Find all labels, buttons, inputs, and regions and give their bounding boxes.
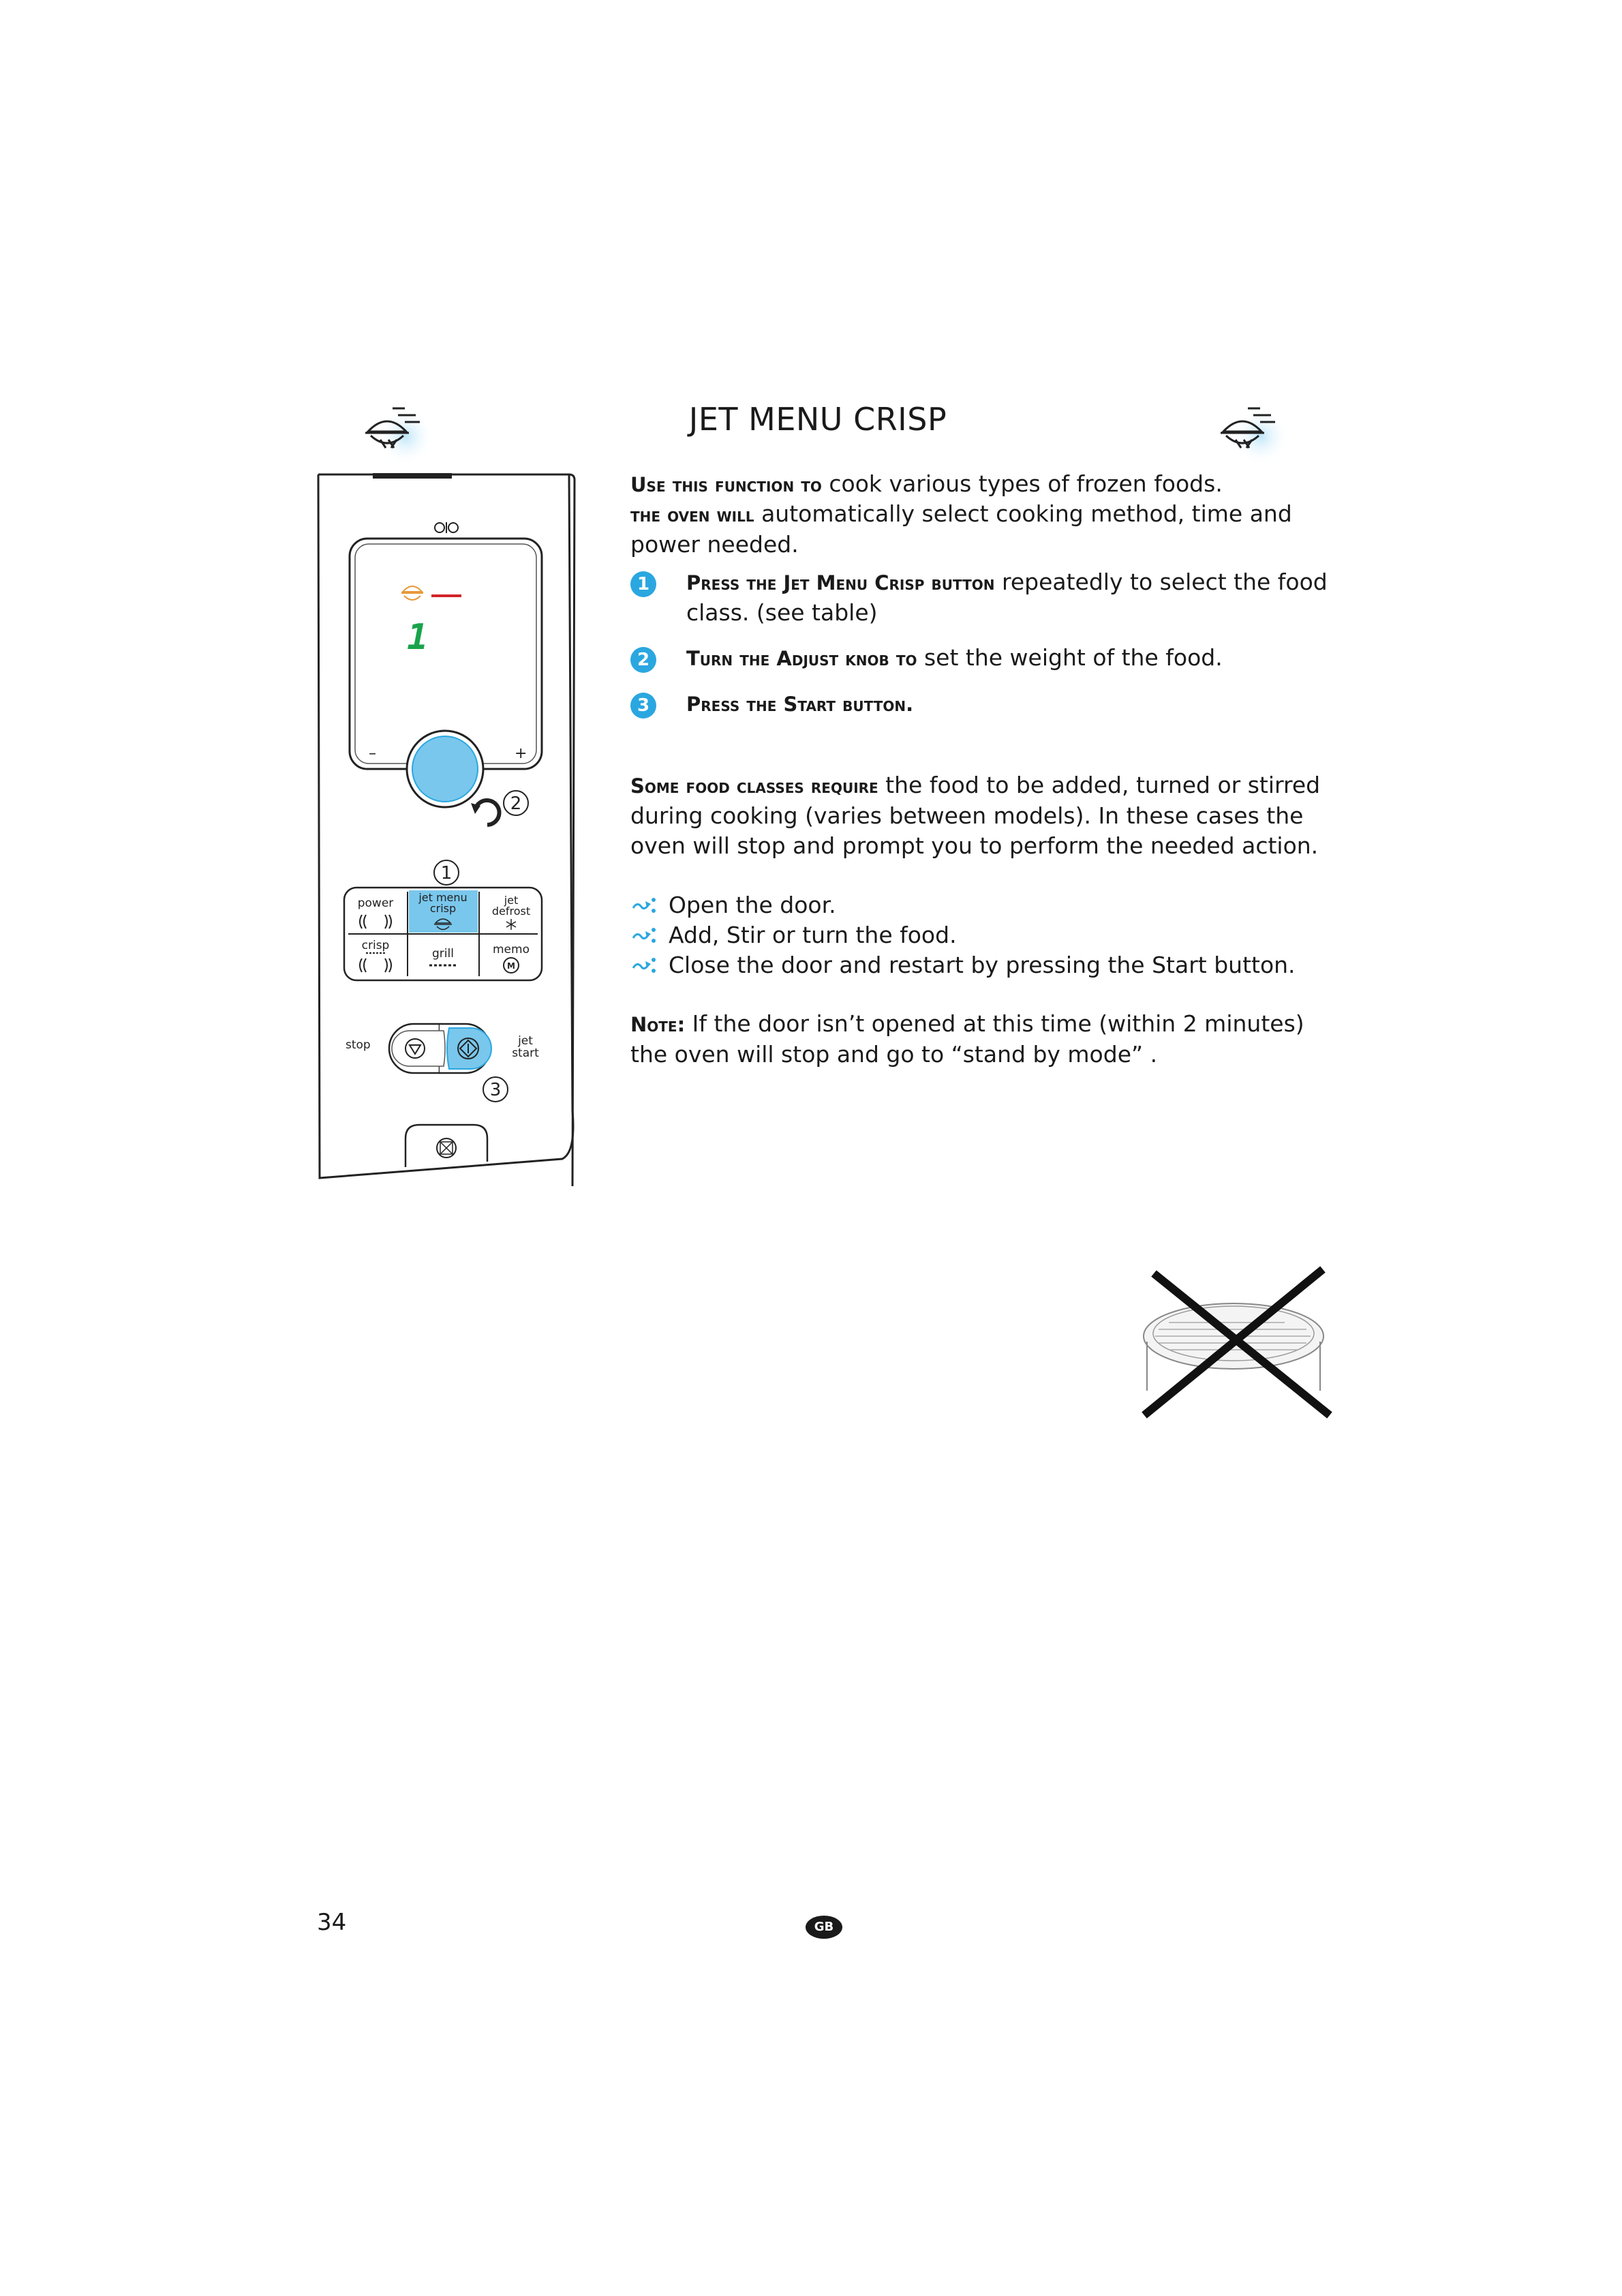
clock-power-icon [435, 522, 458, 533]
note-text: If the door isn’t opened at this time (within 2 minutes) the oven will stop and go to “stand by mode” . [630, 1010, 1304, 1068]
language-badge: GB [806, 1916, 842, 1939]
svg-text:jet: jet [504, 894, 519, 907]
stop-label: stop [346, 1038, 371, 1052]
adjust-knob[interactable] [412, 736, 478, 802]
jet-menu-crisp-button[interactable] [409, 890, 478, 933]
jet-start-button[interactable] [447, 1028, 491, 1069]
step-label: Press the Jet Menu Crisp button [686, 571, 995, 594]
step-text: repeatedly to select the food class. (see table) [686, 569, 1328, 626]
control-panel-illustration [317, 470, 848, 1186]
svg-text:power: power [357, 896, 394, 910]
door-open-button[interactable] [406, 1125, 487, 1167]
step-label: Turn the Adjust knob to [686, 647, 917, 670]
svg-text:defrost: defrost [491, 905, 531, 918]
svg-text:1: 1 [440, 863, 453, 883]
intro-use-label: Use this function to [630, 473, 822, 496]
jet-menu-crisp-icon [354, 392, 436, 467]
svg-text:grill: grill [432, 947, 454, 961]
bullet-text: Close the door and restart by pressing the Start button. [669, 952, 1296, 978]
page-number: 34 [317, 1909, 347, 1936]
bullet-text: Add, Stir or turn the food. [669, 922, 957, 948]
step-number: 3 [630, 693, 656, 719]
intro-oven-label: the oven will [630, 503, 754, 526]
jet-start-label-2: start [512, 1046, 539, 1060]
intro-oven-text: automatically select cooking method, time and power needed. [630, 500, 1292, 558]
svg-text:crisp: crisp [429, 902, 457, 915]
display-digit: 1 [407, 617, 429, 658]
knob-minus-label: – [369, 745, 376, 762]
jet-menu-crisp-icon [1210, 392, 1291, 467]
knob-plus-label: + [515, 745, 527, 762]
page-title: JET MENU CRISP [688, 401, 947, 438]
step-text: set the weight of the food. [917, 644, 1223, 671]
step-label: Press the Start button. [686, 693, 914, 716]
svg-text:2: 2 [510, 794, 522, 814]
rotate-arrows-icon [471, 800, 500, 825]
stop-button[interactable] [392, 1031, 445, 1066]
no-rack-illustration [1128, 1261, 1339, 1425]
some-food-label: Some food classes require [630, 774, 878, 798]
svg-text:jet menu: jet menu [418, 891, 468, 904]
svg-text:M: M [507, 961, 515, 971]
bullet-text: Open the door. [669, 892, 836, 918]
svg-text:3: 3 [489, 1080, 502, 1100]
svg-text:memo: memo [493, 943, 530, 956]
step-number: 1 [630, 571, 656, 597]
jet-start-label: jet [518, 1034, 533, 1048]
step-number: 2 [630, 647, 656, 673]
some-food-text: the food to be added, turned or stirred during cooking (varies between models). In these cases the oven will stop and prompt you to perform the needed action. [630, 772, 1321, 859]
note-label: Note: [630, 1013, 686, 1036]
svg-text:crisp: crisp [361, 939, 390, 952]
intro-use-text: cook various types of frozen foods. [821, 470, 1223, 497]
